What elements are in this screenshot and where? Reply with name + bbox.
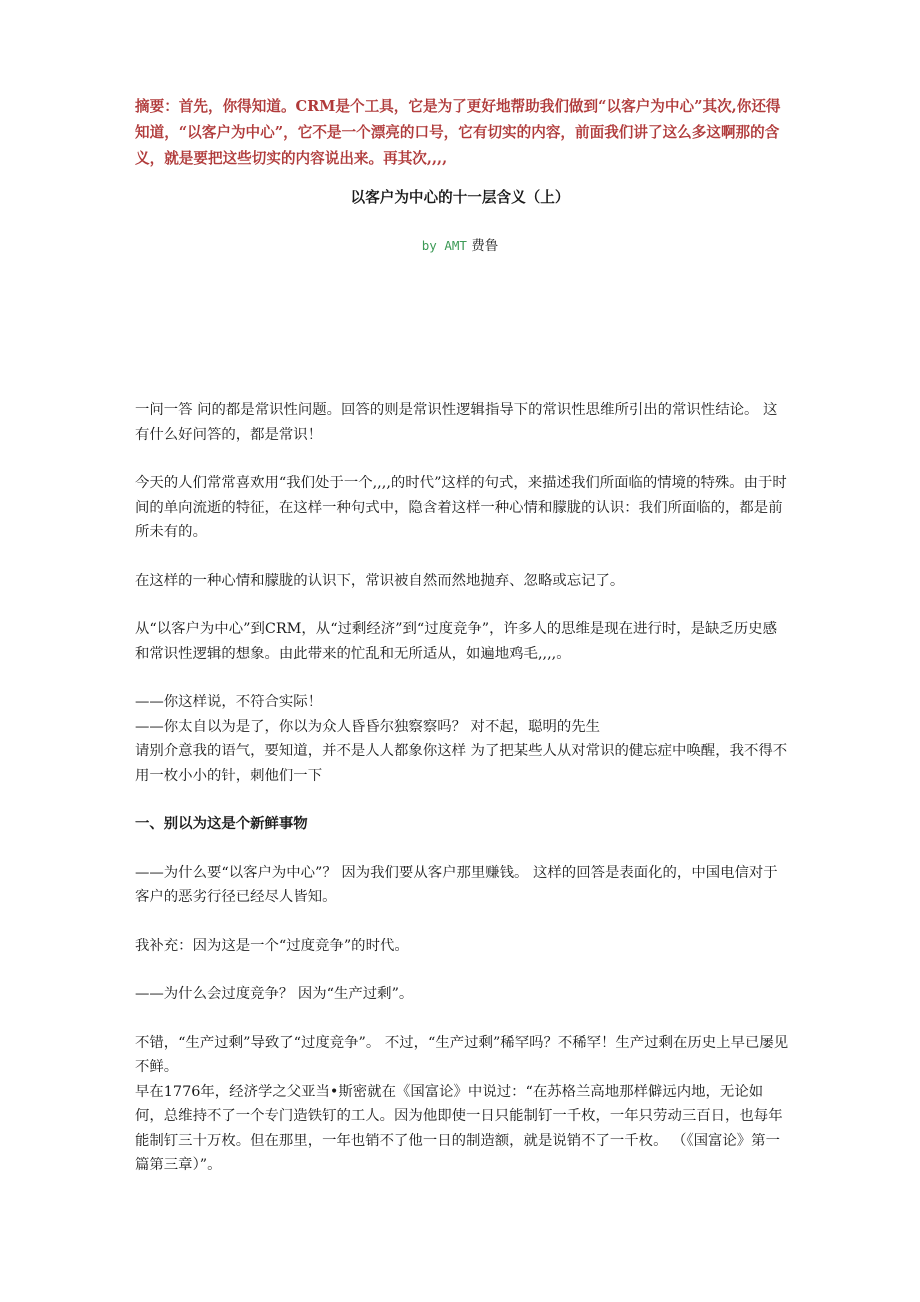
paragraph-12: 早在1776年，经济学之父亚当•斯密就在《国富论》中说过：“在苏格兰高地那样僻远内地，无论如何，总维持不了一个专门造铁钉的工人。因为他即使一日只能制钉一千枚，一年只劳动三百日，也每年能制钉三十万枚。但在那里，一年也销不了他一日的制造额，就是说销不了一千枚。 （《国富论》第一篇第三章）”。 (135, 1083, 783, 1173)
article-body (135, 398, 790, 1202)
byline-by: by AMT (421, 238, 467, 253)
dialogue-line-3: 请别介意我的语气，要知道，并不是人人都象你这样 为了把某些人从对常识的健忘症中唤醒，我不得不用一枚小小的针，刺他们一下 (135, 743, 788, 784)
paragraph-1: 一问一答 问的都是常识性问题。回答的则是常识性逻辑指导下的常识性思维所引出的常识性结论。 这有什么好问答的，都是常识！ (135, 402, 778, 443)
section-heading-1: 一、别以为这是个新鲜事物 (135, 815, 308, 832)
paragraph-3: 在这样的一种心情和朦胧的认识下，常识被自然而然地抛弃、忽略或忘记了。 (135, 572, 625, 589)
paragraph-4: 从“以客户为中心”到CRM，从“过剩经济”到“过度竞争”，许多人的思维是现在进行时，是缺乏历史感和常识性逻辑的想象。由此带来的忙乱和无所适从，如遍地鸡毛,,,,。 (135, 621, 777, 662)
paragraph-11: 不错，“生产过剩”导致了“过度竞争”。 不过，“生产过剩”稀罕吗？不稀罕！生产过剩在历史上早已屡见不鲜。 (135, 1034, 789, 1075)
dialogue-line-1: ——你这样说，不符合实际！ (135, 694, 323, 710)
abstract-paragraph: 摘要：首先，你得知道。CRM是个工具，它是为了更好地帮助我们做到“以客户为中心”其次,你还得知道，“以客户为中心”，它不是一个漂亮的口号，它有切实的内容，前面我们讲了这么多这啊那的含义，就是要把这些切实的内容说出来。再其次,,,, (135, 98, 781, 167)
byline-author: 费鲁 (471, 238, 499, 254)
dialogue-line-2: ——你太自以为是了，你以为众人昏昏尔独察察吗？ 对不起，聪明的先生 (135, 718, 601, 735)
paragraph-8: ——为什么要“以客户为中心”？ 因为我们要从客户那里赚钱。 这样的回答是表面化的，中国电信对于客户的恶劣行径已经尽人皆知。 (135, 864, 778, 905)
article-title: 以客户为中心的十一层含义（上） (350, 189, 570, 206)
byline (0, 234, 920, 254)
paragraph-10: ——为什么会过度竞争？ 因为“生产过剩”。 (135, 986, 414, 1002)
paragraph-2: 今天的人们常常喜欢用“我们处于一个,,,,的时代”这样的句式，来描述我们所面临的情境的特殊。由于时间的单向流逝的特征，在这样一种句式中，隐含着这样一种心情和朦胧的认识：我们所面临的，都是前所未有的。 (135, 475, 787, 540)
paragraph-9: 我补充：因为这是一个“过度竞争”的时代。 (135, 937, 409, 954)
